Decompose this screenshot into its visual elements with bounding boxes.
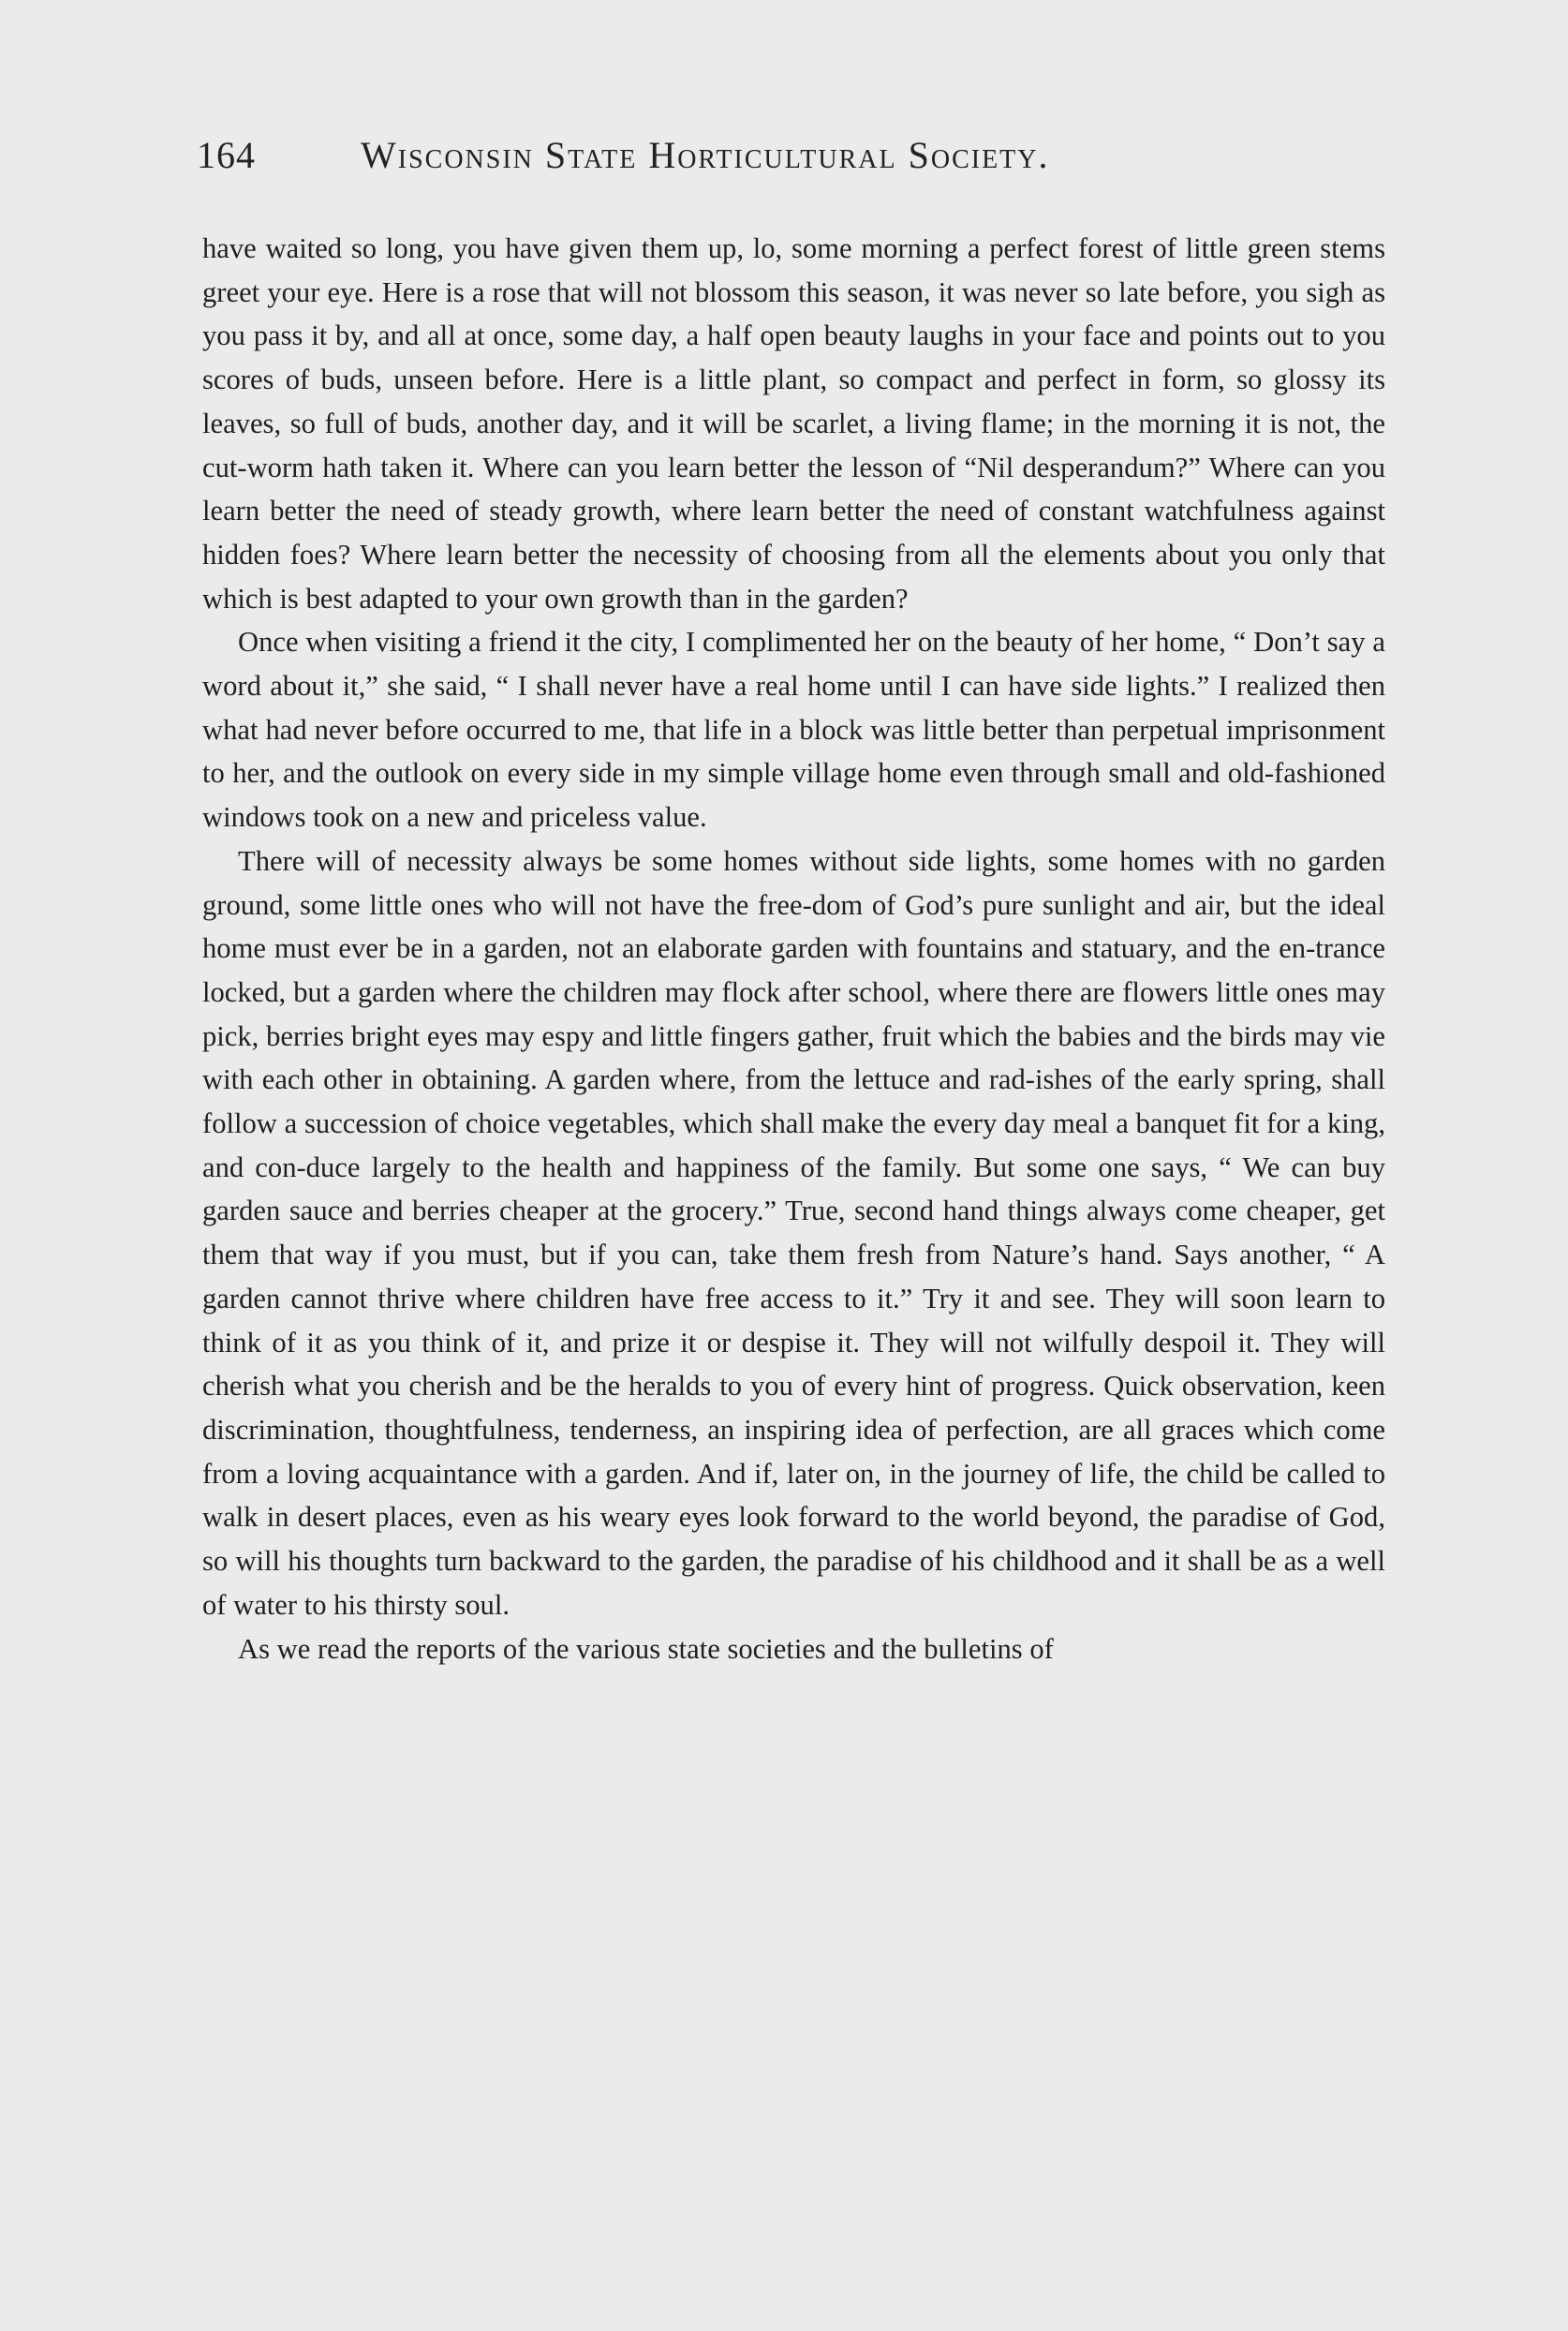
paragraph-ideal-home: There will of necessity always be some homes without side lights, some homes with no garden ground, some little ones who will not have the free-dom of God’s pure sunlight and air, but the ideal home must ever be in a garden, not an elaborate garden with fountains and statuary, and the en-trance locked, but a garden where the children may flock after school, where there are flowers little ones may pick, berries bright eyes may espy and little fingers gather, fruit which the babies and the birds may vie with each other in obtaining. A garden where, from the lettuce and rad-ishes of the early spring, shall follow a succession of choice vegetables, which shall make the every day meal a banquet fit for a king, and con-duce largely to the health and happiness of the family. But some one says, “ We can buy garden sauce and berries cheaper at the grocery.” True, second hand things always come cheaper, get them that way if you must, but if you can, take them fresh from Nature’s hand. Says another, “ A garden cannot thrive where children have free access to it.” Try it and see. They will soon learn to think of it as you think of it, and prize it or despise it. They will not wilfully despoil it. They will cherish what you cherish and be the heralds to you of every hint of progress. Quick observation, keen discrimination, thoughtfulness, tenderness, an inspiring idea of perfection, are all graces which come from a loving acquaintance with a garden. And if, later on, in the journey of life, the child be called to walk in desert places, even as his weary eyes look forward to the world beyond, the paradise of God, so will his thoughts turn backward to the garden, the paradise of his childhood and it shall be as a well of water to his thirsty soul. [202, 844, 1385, 1621]
page-number: 164 [197, 134, 256, 176]
paragraph-state-societies: As we read the reports of the various state societies and the bulletins of [238, 1632, 1054, 1665]
running-title: Wisconsin State Horticultural Society. [361, 134, 1050, 176]
paragraph-continuation: have waited so long, you have given them up, lo, some morning a perfect forest of little green stems greet your eye. Here is a rose that will not blossom this season, it was never so late before, you sigh as you pass it by, and all at once, some day, a half open beauty laughs in your face and points out to you scores of buds, unseen before. Here is a little plant, so compact and perfect in form, so glossy its leaves, so full of buds, another day, and it will be scarlet, a living flame; in the morning it is not, the cut-worm hath taken it. Where can you learn better the lesson of “Nil desperandum?” Where can you learn better the need of steady growth, where learn better the need of constant watchfulness against hidden foes? Where learn better the necessity of choosing from all the elements about you only that which is best adapted to your own growth than in the garden? [202, 232, 1385, 615]
body-text [202, 227, 1385, 1670]
page-header [197, 133, 1377, 189]
paragraph-side-lights: Once when visiting a friend it the city, I complimented her on the beauty of her home, “ Don’t say a word about it,” she said, “ I shall never have a real home until I can have side lights.” I realized then what had never before occurred to me, that life in a block was little better than perpetual imprisonment to her, and the outlook on every side in my simple village home even through small and old-fashioned windows took on a new and priceless value. [202, 626, 1385, 834]
